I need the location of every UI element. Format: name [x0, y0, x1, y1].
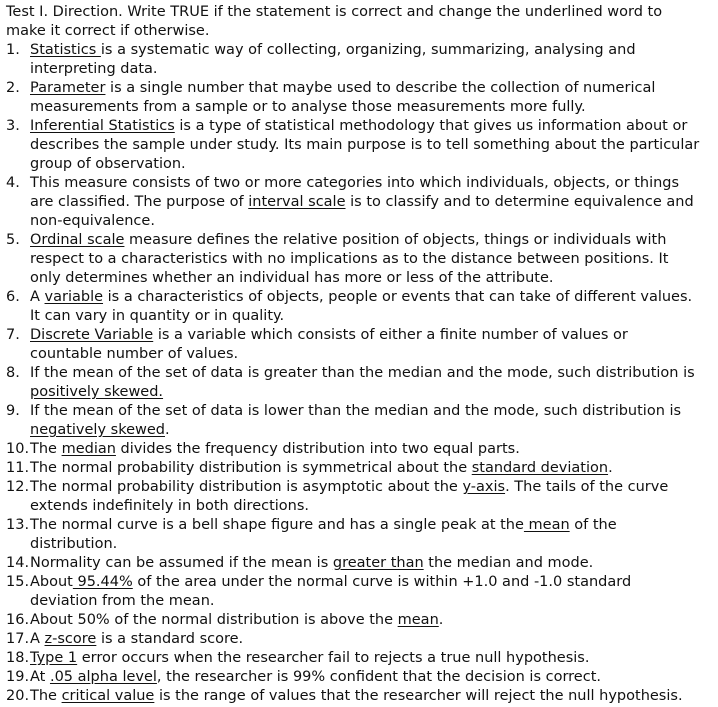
- question-number: 19.: [6, 669, 30, 685]
- question-text: [30, 687, 700, 706]
- underlined-term: standard deviation: [471, 460, 609, 476]
- question-item: [6, 687, 700, 706]
- text-before: The normal probability distribution is symmetrical about the: [30, 460, 472, 476]
- text-after: is a type of statistical methodology that gives us information about or describes the sample under study. Its main purpose is to tell something about the particular group of observation.: [30, 118, 700, 172]
- text-before: About 50% of the normal distribution is above the: [30, 612, 398, 628]
- text-after: .: [438, 612, 444, 628]
- question-list: [6, 41, 700, 706]
- question-item: [6, 326, 700, 364]
- underlined-term: interval scale: [248, 194, 346, 210]
- text-before: If the mean of the set of data is greater than the median and the mode, such distribution is: [30, 365, 695, 381]
- question-number: 9.: [6, 403, 20, 419]
- question-item: [6, 478, 700, 516]
- question-number: 12.: [6, 479, 30, 495]
- question-number: 18.: [6, 650, 30, 666]
- text-after: is a variable which consists of either a finite number of values or countable number of values.: [30, 327, 628, 362]
- underlined-term: .05 alpha level: [49, 669, 157, 685]
- question-item: [6, 364, 700, 402]
- question-number: 11.: [6, 460, 30, 476]
- text-after: is a systematic way of collecting, organizing, summarizing, analysing and interpreting data.: [30, 42, 636, 77]
- question-number: 1.: [6, 42, 20, 58]
- question-item: [6, 516, 700, 554]
- question-text: [30, 554, 700, 573]
- underlined-term: variable: [44, 289, 104, 305]
- underlined-term: Inferential Statistics: [30, 118, 175, 134]
- text-before: At: [30, 669, 50, 685]
- underlined-term: z-score: [44, 631, 97, 647]
- question-text: [30, 41, 700, 79]
- question-text: [30, 402, 700, 440]
- text-after: . The tails of the curve extends indefinitely in both directions.: [30, 479, 669, 514]
- test-directions: Test I. Direction. Write TRUE if the statement is correct and change the underlined word to make it correct if otherwise.: [6, 4, 663, 39]
- text-before: The normal curve is a bell shape figure and has a single peak at the: [30, 517, 524, 533]
- question-text: [30, 231, 700, 288]
- underlined-term: negatively skewed: [30, 422, 165, 438]
- question-item: [6, 668, 700, 687]
- question-item: [6, 402, 700, 440]
- text-after: is a single number that maybe used to describe the collection of numerical measurements from a sample or to analyse those measurements more fully.: [30, 80, 656, 115]
- text-before: If the mean of the set of data is lower than the median and the mode, such distribution is: [30, 403, 682, 419]
- question-item: [6, 554, 700, 573]
- question-text: [30, 630, 700, 649]
- question-item: [6, 79, 700, 117]
- question-item: [6, 174, 700, 231]
- text-after: the median and mode.: [423, 555, 594, 571]
- text-after: of the area under the normal curve is within +1.0 and -1.0 standard deviation from the mean.: [30, 574, 632, 609]
- question-item: [6, 231, 700, 288]
- underlined-term: mean: [397, 612, 439, 628]
- underlined-term: Type 1: [30, 650, 78, 666]
- underlined-term: Discrete Variable: [30, 327, 154, 343]
- underlined-term: critical value: [61, 688, 155, 704]
- text-before: A: [30, 289, 45, 305]
- question-text: [30, 288, 700, 326]
- question-text: [30, 174, 700, 231]
- question-number: 14.: [6, 555, 30, 571]
- question-text: [30, 440, 700, 459]
- text-after: is a characteristics of objects, people or events that can take of different values. It can vary in quantity or in quality.: [30, 289, 693, 324]
- text-before: The: [30, 688, 62, 704]
- text-after: is the range of values that the researcher will reject the null hypothesis.: [154, 688, 683, 704]
- question-number: 10.: [6, 441, 30, 457]
- question-number: 20.: [6, 688, 30, 704]
- text-after: is a standard score.: [96, 631, 244, 647]
- text-before: This measure consists of two or more categories into which individuals, objects, or things are classified. The purpose of: [30, 175, 680, 210]
- underlined-term: median: [61, 441, 116, 457]
- question-number: 13.: [6, 517, 30, 533]
- question-text: [30, 573, 700, 611]
- question-number: 17.: [6, 631, 30, 647]
- question-number: 8.: [6, 365, 20, 381]
- text-after: , the researcher is 99% confident that the decision is correct.: [156, 669, 601, 685]
- question-text: [30, 649, 700, 668]
- text-after: error occurs when the researcher fail to rejects a true null hypothesis.: [77, 650, 590, 666]
- text-before: A: [30, 631, 45, 647]
- question-number: 16.: [6, 612, 30, 628]
- question-text: [30, 117, 700, 174]
- text-after: measure defines the relative position of objects, things or individuals with respect to a characteristics with no implications as to the distance between positions. It only determines whether an individual has more or less of the attribute.: [30, 232, 669, 286]
- question-item: [6, 630, 700, 649]
- question-item: [6, 440, 700, 459]
- question-text: [30, 326, 700, 364]
- text-before: The normal probability distribution is asymptotic about the: [30, 479, 463, 495]
- question-item: [6, 41, 700, 79]
- underlined-term: positively skewed.: [30, 384, 164, 400]
- question-item: [6, 117, 700, 174]
- question-number: 6.: [6, 289, 20, 305]
- underlined-term: Statistics: [30, 42, 101, 58]
- underlined-term: mean: [523, 517, 570, 533]
- underlined-term: 95.44%: [72, 574, 133, 590]
- text-after: .: [164, 422, 170, 438]
- underlined-term: Parameter: [30, 80, 106, 96]
- question-number: 2.: [6, 80, 20, 96]
- question-item: [6, 573, 700, 611]
- question-item: [6, 459, 700, 478]
- question-text: [30, 668, 700, 687]
- text-after: of the distribution.: [30, 517, 617, 552]
- underlined-term: y-axis: [462, 479, 506, 495]
- question-item: [6, 288, 700, 326]
- question-item: [6, 611, 700, 630]
- text-before: The: [30, 441, 62, 457]
- underlined-term: Ordinal scale: [30, 232, 125, 248]
- question-number: 3.: [6, 118, 20, 134]
- question-text: [30, 79, 700, 117]
- text-before: About: [30, 574, 73, 590]
- question-number: 7.: [6, 327, 20, 343]
- question-text: [30, 459, 700, 478]
- text-after: is to classify and to determine equivalence and non-equivalence.: [30, 194, 694, 229]
- question-text: [30, 611, 700, 630]
- question-number: 15.: [6, 574, 30, 590]
- question-text: [30, 516, 700, 554]
- text-after: divides the frequency distribution into two equal parts.: [115, 441, 520, 457]
- question-text: [30, 364, 700, 402]
- question-item: [6, 649, 700, 668]
- question-number: 5.: [6, 232, 20, 248]
- underlined-term: greater than: [332, 555, 424, 571]
- question-number: 4.: [6, 175, 20, 191]
- question-text: [30, 478, 700, 516]
- text-after: .: [608, 460, 613, 476]
- text-before: Normality can be assumed if the mean is: [30, 555, 333, 571]
